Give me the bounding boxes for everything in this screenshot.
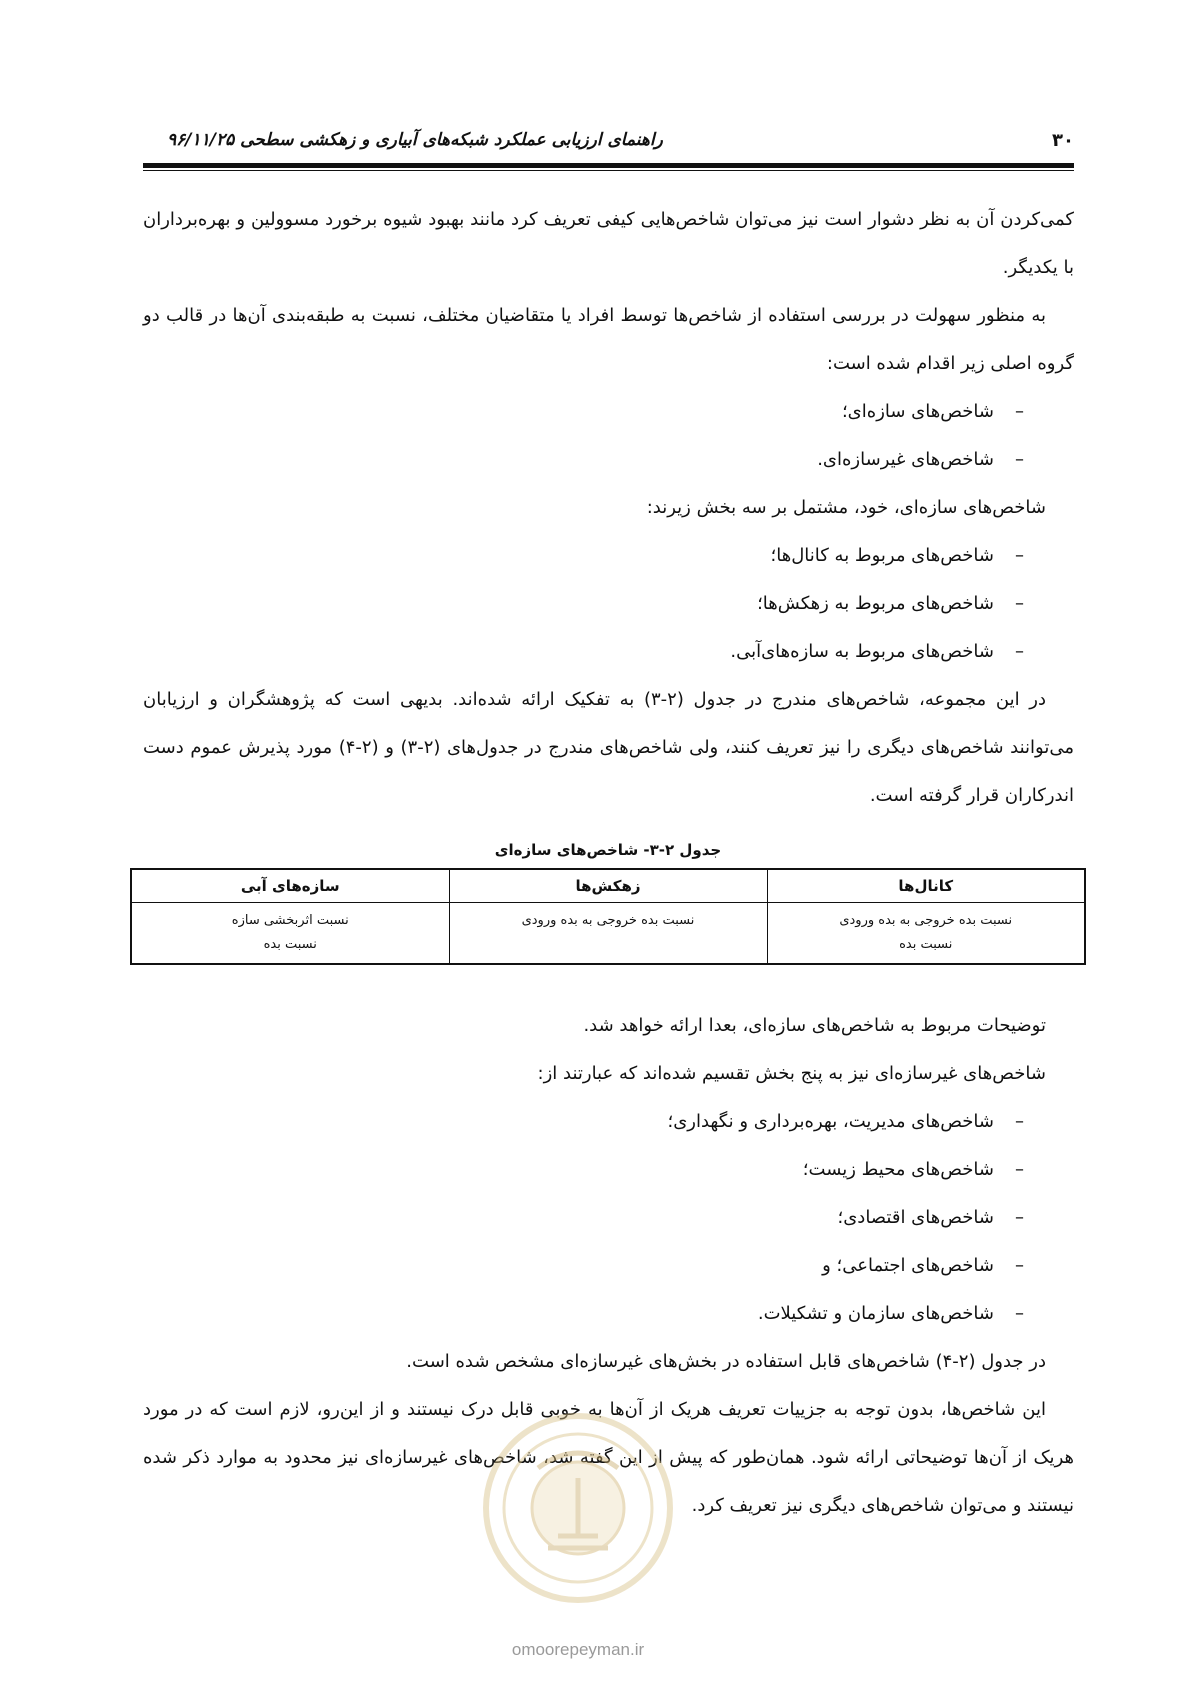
paragraph-5: توضیحات مربوط به شاخص‌های سازه‌ای، بعدا ارائه خواهد شد. bbox=[583, 1015, 1046, 1036]
paragraph-7: در جدول (۲-۴) شاخص‌های قابل استفاده در بخش‌های غیرسازه‌ای مشخص شده است. bbox=[406, 1351, 1046, 1372]
table-header-cell: کانال‌ها bbox=[767, 869, 1085, 903]
seal-watermark-icon bbox=[478, 1408, 678, 1608]
table-header-cell: سازه‌های آبی bbox=[131, 869, 449, 903]
structural-indices-table bbox=[130, 868, 1086, 965]
list-item: – شاخص‌های اجتماعی؛ و bbox=[822, 1255, 1024, 1276]
table-row bbox=[131, 903, 1085, 965]
table-caption: جدول ۲-۳- شاخص‌های سازه‌ای bbox=[494, 841, 722, 859]
table-cell: نسبت بده خروجی به بده ورودی نسبت بده bbox=[767, 903, 1085, 965]
watermark-text: omoorepeyman.ir bbox=[511, 1640, 645, 1659]
page-number: ۳۰ bbox=[1052, 130, 1074, 151]
header-rule-thin bbox=[143, 170, 1074, 171]
list-item: – شاخص‌های محیط زیست؛ bbox=[802, 1159, 1024, 1180]
list-item: – شاخص‌های مربوط به کانال‌ها؛ bbox=[770, 545, 1024, 566]
page-header bbox=[143, 126, 1074, 160]
table-cell: نسبت اثربخشی سازه نسبت بده bbox=[131, 903, 449, 965]
table-cell: نسبت بده خروجی به بده ورودی bbox=[449, 903, 767, 965]
header-rule-thick bbox=[143, 163, 1074, 168]
list-item: – شاخص‌های سازمان و تشکیلات. bbox=[757, 1303, 1024, 1324]
header-title: راهنمای ارزیابی عملکرد شبکه‌های آبیاری و زهکشی سطحی bbox=[240, 130, 663, 150]
paragraph-2: به منظور سهولت در بررسی استفاده از شاخص‌ها توسط افراد یا متقاضیان مختلف، نسبت به طبقه‌بندی آن‌ها در قالب دو گروه اصلی زیر اقدام شده است: bbox=[143, 305, 1074, 374]
list-item: – شاخص‌های غیرسازه‌ای. bbox=[817, 449, 1024, 470]
paragraph-4: در این مجموعه، شاخص‌های مندرج در جدول (۲-۳) به تفکیک ارائه شده‌اند. بدیهی است که پژوهشگران و ارزیابان می‌توانند شاخص‌های دیگری را نیز تعریف کنند، ولی شاخص‌های مندرج در جدول‌های (۲-۳) و (۲-۴) مورد پذیرش عموم دست اندرکاران قرار گرفته است. bbox=[143, 689, 1075, 806]
list-item: – شاخص‌های سازه‌ای؛ bbox=[841, 401, 1024, 422]
paragraph-3: شاخص‌های سازه‌ای، خود، مشتمل بر سه بخش زیرند: bbox=[646, 497, 1046, 518]
body-top bbox=[143, 196, 1074, 820]
structural-parts-list bbox=[143, 532, 1074, 676]
header-date: ۹۶/۱۱/۲۵ bbox=[167, 130, 235, 150]
paragraph-1: کمی‌کردن آن به نظر دشوار است نیز می‌توان شاخص‌هایی کیفی تعریف کرد مانند بهبود شیوه برخورد مسوولین و بهره‌برداران با یکدیگر. bbox=[143, 209, 1074, 278]
running-title bbox=[143, 130, 663, 150]
nonstructural-parts-list bbox=[143, 1098, 1074, 1338]
paragraph-6: شاخص‌های غیرسازه‌ای نیز به پنج بخش تقسیم شده‌اند که عبارتند از: bbox=[537, 1063, 1046, 1084]
list-item: – شاخص‌های مربوط به زهکش‌ها؛ bbox=[757, 593, 1024, 614]
table-header-cell: زهکش‌ها bbox=[449, 869, 767, 903]
list-item: – شاخص‌های اقتصادی؛ bbox=[837, 1207, 1024, 1228]
list-item: – شاخص‌های مربوط به سازه‌های‌آبی. bbox=[730, 641, 1024, 662]
paragraph-8: این شاخص‌ها، بدون توجه به جزییات تعریف هریک از آن‌ها به خوبی قابل درک نیستند و از این‌رو، لازم است که در مورد هریک از آن‌ها توضیحاتی ارائه شود. همان‌طور که پیش از این گفته شد، شاخص‌های غیرسازه‌ای نیز محدود به موارد ذکر شده نیستند و می‌توان شاخص‌های دیگری نیز تعریف کرد. bbox=[143, 1399, 1074, 1516]
table-header-row bbox=[131, 869, 1085, 903]
list-item: – شاخص‌های مدیریت، بهره‌برداری و نگهداری؛ bbox=[667, 1111, 1024, 1132]
groups-list bbox=[143, 388, 1074, 484]
